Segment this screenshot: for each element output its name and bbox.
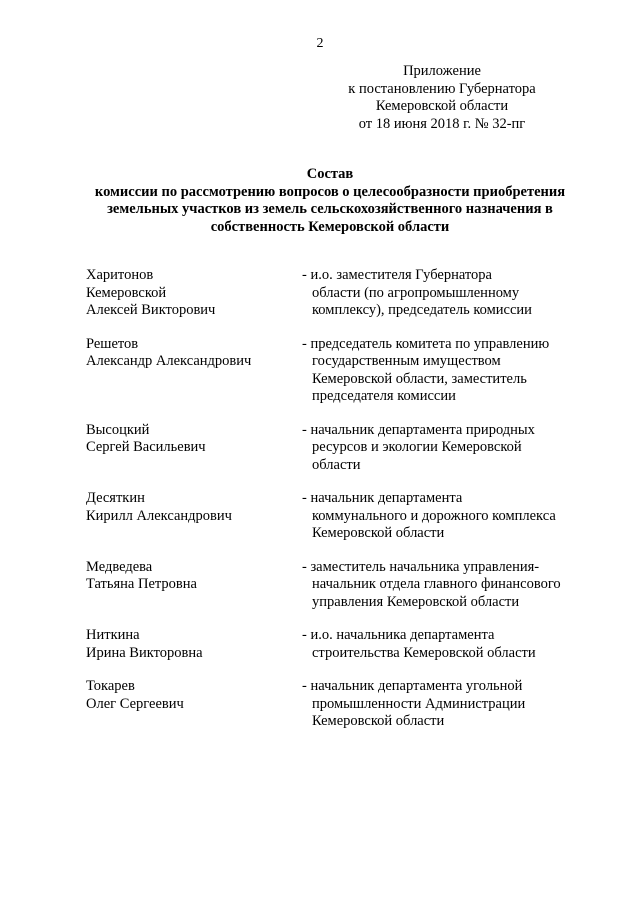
member-role-line: - заместитель начальника управления-	[302, 558, 540, 575]
member-role-line: - начальник департамента угольной	[302, 678, 523, 694]
member-role-line: - и.о. начальника департамента	[302, 627, 495, 643]
member-name	[86, 678, 184, 713]
member-entry	[0, 490, 640, 543]
member-name	[86, 490, 232, 525]
member-name-line: Высоцкий	[86, 421, 150, 438]
member-role-line: Кемеровской области, заместитель	[312, 370, 527, 387]
member-name-line: Ниткина	[86, 627, 140, 643]
appendix-line: Кемеровской области	[375, 98, 509, 114]
member-entry	[0, 267, 640, 320]
member-role-line: Кемеровской области	[312, 525, 445, 541]
member-role-line: - начальник департамента	[302, 490, 463, 506]
member-name	[86, 627, 203, 662]
commission-members-list	[0, 267, 640, 747]
member-role-line: области	[312, 456, 361, 473]
member-name	[86, 422, 206, 457]
member-role	[302, 490, 640, 543]
page-number: 2	[316, 36, 324, 51]
member-name-line: Кемеровской	[86, 284, 167, 301]
member-name-line: Медведева	[86, 558, 153, 575]
member-role-line: области (по агропромышленному	[312, 284, 520, 301]
member-role-line: Кемеровской области	[312, 713, 445, 729]
member-name-line: Решетов	[86, 335, 139, 352]
appendix-line: от 18 июня 2018 г. № 32-пг	[358, 115, 526, 132]
member-entry	[0, 422, 640, 475]
member-name	[86, 559, 197, 594]
member-role	[302, 627, 640, 662]
member-role	[302, 422, 640, 475]
member-role-line: ресурсов и экологии Кемеровской	[312, 439, 522, 455]
member-name	[86, 336, 251, 371]
member-role-line: управления Кемеровской области	[312, 593, 520, 610]
member-role-line: начальник отдела главного финансового	[312, 576, 561, 592]
member-entry	[0, 336, 640, 406]
member-role	[302, 559, 640, 612]
member-role-line: комплексу), председатель комиссии	[312, 302, 532, 318]
title-subtitle-line: комиссии по рассмотрению вопросов о целесообразности приобретения	[94, 183, 566, 200]
document-title	[70, 166, 590, 236]
member-name-line: Кирилл Александрович	[86, 507, 232, 524]
member-name	[86, 267, 215, 320]
title-heading: Состав	[306, 166, 354, 182]
member-role	[302, 336, 640, 406]
member-name-line: Алексей Викторович	[86, 302, 216, 318]
member-role-line: промышленности Администрации	[312, 695, 526, 712]
member-name-line: Десяткин	[86, 490, 145, 506]
appendix-line: к постановлению Губернатора	[348, 80, 536, 97]
member-name-line: Токарев	[86, 678, 135, 694]
member-role	[302, 678, 640, 731]
member-role	[302, 267, 640, 320]
member-role-line: строительства Кемеровской области	[312, 644, 536, 661]
member-entry	[0, 627, 640, 662]
member-name-line: Харитонов	[86, 267, 154, 283]
member-role-line: государственным имуществом	[312, 353, 501, 369]
member-entry	[0, 678, 640, 731]
member-entry	[0, 559, 640, 612]
member-role-line: коммунального и дорожного комплекса	[312, 507, 556, 524]
member-name-line: Олег Сергеевич	[86, 695, 184, 712]
title-subtitle-line: собственность Кемеровской области	[210, 218, 450, 235]
member-role-line: председателя комиссии	[312, 388, 456, 404]
title-subtitle-line: земельных участков из земель сельскохозяйственного назначения в	[107, 201, 553, 217]
member-name-line: Александр Александрович	[86, 353, 252, 369]
member-role-line: - и.о. заместителя Губернатора	[302, 267, 492, 283]
member-role-line: - начальник департамента природных	[302, 421, 535, 438]
member-name-line: Сергей Васильевич	[86, 439, 206, 455]
member-name-line: Ирина Викторовна	[86, 644, 203, 661]
member-role-line: - председатель комитета по управлению	[302, 335, 550, 352]
appendix-note	[322, 63, 562, 133]
appendix-line: Приложение	[403, 63, 481, 79]
member-name-line: Татьяна Петровна	[86, 576, 197, 592]
